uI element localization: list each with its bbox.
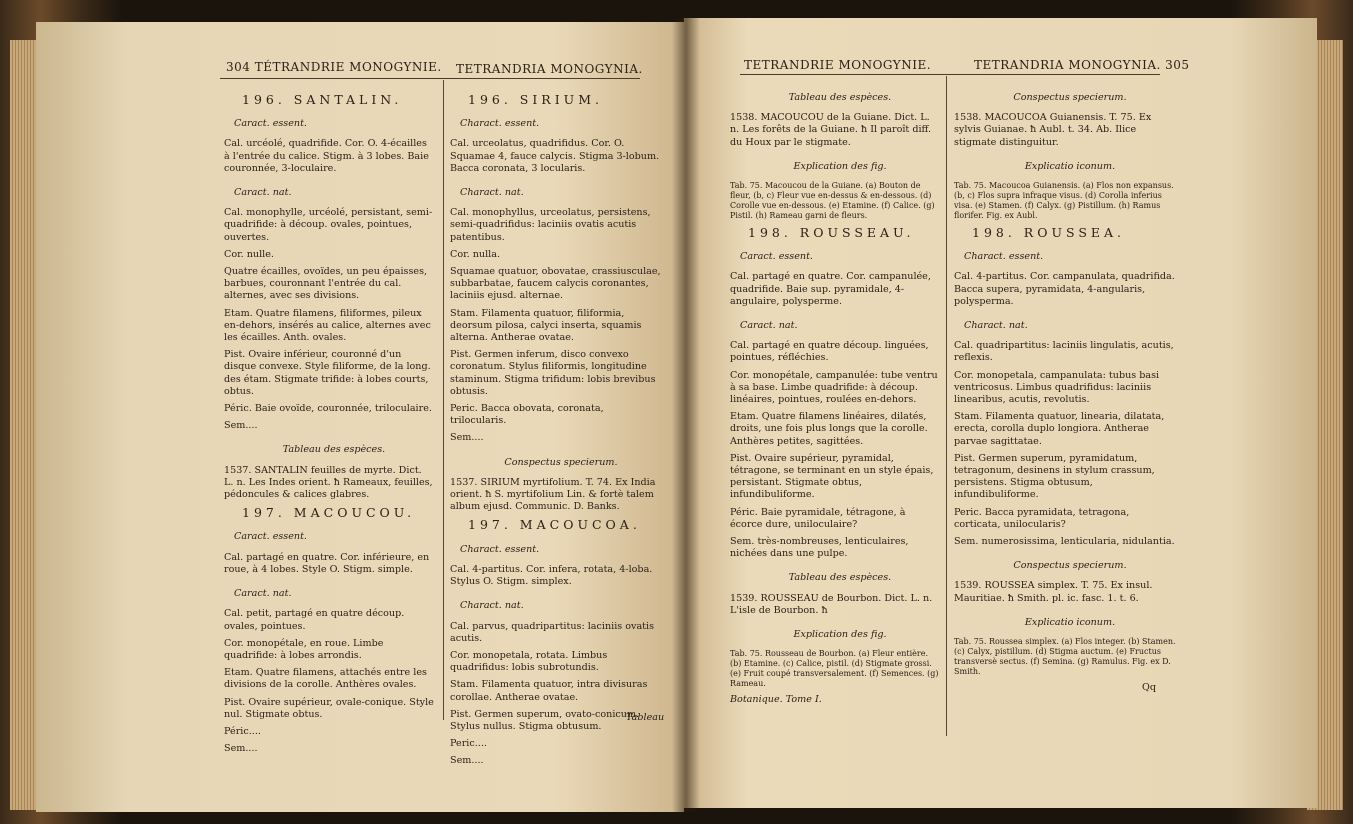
genus-title: 196. SANTALIN. [242, 92, 403, 107]
left-page-number: 304 [226, 60, 251, 74]
figure-explanation: Tab. 75. Rousseau de Bourbon. (a) Fleur entière. (b) Etamine. (c) Calice, pistil. (d) Stigmate grossi. (e) Fruit coupé transversalement. (f) Semences. (g) Rameau. [730, 649, 939, 689]
species-entry: 1539. ROUSSEAU de Bourbon. Dict. L. n. L'isle de Bourbon. ħ [730, 592, 933, 616]
column-divider [946, 76, 947, 736]
species-entry: 1538. MACOUCOA Guianensis. T. 75. Ex sylvis Guianae. ħ Aubl. t. 34. Ab. Ilice stigmate distinguitur. [954, 112, 1152, 148]
latin-column: 196. SIRIUM. Charact. essent. Cal. urceolatus, quadrifidus. Cor. O. Squamae 4, fauce calycis. Stigma 3-lobum. Bacca coronata, 3 locularis. Charact. nat. Cal. monophyllus, urceolatus, persistens, semi-quadrifidus: laciniis ovatis acutis patentibus. Cor. nulla. Squamae quatuor, obovatae, crassiusculae, subbarbatae, faucem calycis coronantes, laciniis ejusd. alternae. Stam. Filamenta quatuor, filiformia, deorsum pilosa, calyci inserta, squamis alterna. Antherae ovatae. Pist. Germen inferum, disco convexo coronatum. Stylus filiformis, longitudine staminum. Stigma trifidum: lobis brevibus obtusis. Peric. Bacca obovata, coronata, trilocularis. Sem.... Conspectus specierum. 1537. SIRIUM myrtifolium. T. 74. Ex India orient. ħ S. myrtifolium Lin. & fortè talem album ejusd. Communic. D. Banks. 197. MACOUCOA. Charact. essent. Cal. 4-partitus. Cor. infera, rotata, 4-loba. Stylus O. Stigm. simplex. Charact. nat. Cal. parvus, quadripartitus: laciniis ovatis acutis. Cor. monopetala, rotata. Limbus quadrifidus: lobis subrotundis. Stam. Filamenta quatuor, intra divisuras corollae. Antherae ovatae. Pist. Germen superum, ovato-conicum. Stylus nullus. Stigma obtusum. Peric.... Sem.... [450, 92, 661, 767]
species-entry: 1537. SANTALIN feuilles de myrte. Dict. L. n. Les Indes orient. ħ Rameaux, feuilles, pédoncules & calices glabres. [224, 464, 433, 501]
catchword: Tableau [626, 712, 665, 723]
genus-title: 197. MACOUCOA. [468, 517, 641, 533]
column-divider [443, 80, 444, 720]
right-header-fr: TETRANDRIE MONOGYNIE. [744, 58, 932, 72]
figure-explanation: Tab. 75. Roussea simplex. (a) Flos integer. (b) Stamen. (c) Calyx, pistillum. (d) Stigma auctum. (e) Fructus transversè sectus. (f) Semina. (g) Ramulus. Fig. ex D. Smith. [954, 637, 1176, 677]
genus-title: 198. ROUSSEA. [972, 225, 1126, 241]
genus-title: 196. SIRIUM. [468, 92, 603, 107]
species-entry: 1539. ROUSSEA simplex. T. 75. Ex insul. Mauritiae. ħ Smith. pl. ic. fasc. 1. t. 6. [954, 580, 1153, 604]
left-page [36, 22, 684, 812]
french-column: Tableau des espèces. 1538. MACOUCOU de la Guiane. Dict. L. n. Les forêts de la Guiane. ħ Il paroît diff. du Houx par le stigmate. Explication des fig. Tab. 75. Macoucou de la Guiane. (a) Bouton de fleur, (b, c) Fleur vue en-dessus & en-dessous. (d) Corolle vue en-dessous. (e) Etamine. (f) Calice. (g) Pistil. (h) Rameau garni de fleurs. 198. ROUSSEAU. Caract. essent. Cal. partagé en quatre. Cor. campanulée, quadrifide. Baie sup. pyramidale, 4-angulaire, polysperme. Caract. nat. Cal. partagé en quatre découp. linguées, pointues, réfléchies. Cor. monopétale, campanulée: tube ventru à sa base. Limbe quadrifide: à découp. linéaires, pointues, roulées en-dehors. Etam. Quatre filamens linéaires, dilatés, droits, une fois plus longs que la corolle. Anthères petites, sagittées. Pist. Ovaire supérieur, pyramidal, tétragone, se terminant en un style épais, persistant. Stigmate obtus, infundibuliforme. Péric. Baie pyramidale, tétragone, à écorce dure, uniloculaire? Sem. très-nombreuses, lenticulaires, nichées dans une pulpe. Tableau des espèces. 1539. ROUSSEAU de Bourbon. Dict. L. n. L'isle de Bourbon. ħ Explication des fig. Tab. 75. Rousseau de Bourbon. (a) Fleur entière. (b) Etamine. (c) Calice, pistil. (d) Stigmate grossi. (e) Fruit coupé transversalement. (f) Semences. (g) Rameau. Botanique. Tome I. [730, 92, 939, 706]
signature-mark: Qq [1141, 682, 1156, 694]
header-rule [740, 74, 1160, 75]
page-footer: Botanique. Tome I. [730, 694, 822, 706]
figure-explanation: Tab. 75. Macoucoa Guianensis. (a) Flos non expansus. (b, c) Flos supra infraque visus. (d) Corolla inferius visa. (e) Stamen. (f) Calyx. (g) Pistillum. (h) Ramus florifer. Fig. ex Aubl. [954, 181, 1174, 221]
species-entry: 1538. MACOUCOU de la Guiane. Dict. L. n. Les forêts de la Guiane. ħ Il paroît diff. du Houx par le stigmate. [730, 112, 932, 148]
right-page-number: 305 [1165, 58, 1190, 72]
genus-title: 197. MACOUCOU. [242, 505, 416, 521]
figure-explanation: Tab. 75. Macoucou de la Guiane. (a) Bouton de fleur, (b, c) Fleur vue en-dessus & en-dessous. (d) Corolle vue en-dessous. (e) Etamine. (f) Calice. (g) Pistil. (h) Rameau garni de fleurs. [730, 181, 935, 221]
book-gutter [672, 18, 700, 812]
left-header-fr: 304 TÉTRANDRIE MONOGYNIE. [226, 60, 442, 74]
french-column: 196. SANTALIN. Caract. essent. Cal. urcéolé, quadrifide. Cor. O. 4-écailles à l'entrée du calice. Stigm. à 3 lobes. Baie couronnée, 3-loculaire. Caract. nat. Cal. monophylle, urcéolé, persistant, semi-quadrifide: à découp. ovales, pointues, ouvertes. Cor. nulle. Quatre écailles, ovoïdes, un peu épaisses, barbues, couronnant l'entrée du cal. alternes, avec ses divisions. Etam. Quatre filamens, filiformes, pileux en-dehors, insérés au calice, alternes avec les écailles. Anth. ovales. Pist. Ovaire inférieur, couronné d'un disque convexe. Style filiforme, de la long. des étam. Stigmate trifide: à lobes courts, obtus. Péric. Baie ovoïde, couronnée, triloculaire. Sem.... Tableau des espèces. 1537. SANTALIN feuilles de myrte. Dict. L. n. Les Indes orient. ħ Rameaux, feuilles, pédoncules & calices glabres. 197. MACOUCOU. Caract. essent. Cal. partagé en quatre. Cor. inférieure, en roue, à 4 lobes. Style O. Stigm. simple. Caract. nat. Cal. petit, partagé en quatre découp. ovales, pointues. Cor. monopétale, en roue. Limbe quadrifide: à lobes arrondis. Etam. Quatre filamens, attachés entre les divisions de la corolle. Anthères ovales. Pist. Ovaire supérieur, ovale-conique. Style nul. Stigmate obtus. Péric.... Sem.... [224, 92, 434, 755]
genus-title: 198. ROUSSEAU. [748, 225, 915, 241]
header-rule [220, 78, 640, 79]
species-entry: 1537. SIRIUM myrtifolium. T. 74. Ex India orient. ħ S. myrtifolium Lin. & fortè talem album ejusd. Communic. D. Banks. [450, 476, 656, 513]
right-header-la: TETRANDRIA MONOGYNIA. 305 [974, 58, 1190, 72]
right-page [684, 18, 1317, 808]
latin-column: Conspectus specierum. 1538. MACOUCOA Guianensis. T. 75. Ex sylvis Guianae. ħ Aubl. t. 34. Ab. Ilice stigmate distinguitur. Explicatio iconum. Tab. 75. Macoucoa Guianensis. (a) Flos non expansus. (b, c) Flos supra infraque visus. (d) Corolla inferius visa. (e) Stamen. (f) Calyx. (g) Pistillum. (h) Ramus florifer. Fig. ex Aubl. 198. ROUSSEA. Charact. essent. Cal. 4-partitus. Cor. campanulata, quadrifida. Bacca supera, pyramidata, 4-angularis, polysperma. Charact. nat. Cal. quadripartitus: laciniis lingulatis, acutis, reflexis. Cor. monopetala, campanulata: tubus basi ventricosus. Limbus quadrifidus: laciniis linearibus, acutis, revolutis. Stam. Filamenta quatuor, linearia, dilatata, erecta, corolla duplo longiora. Antherae parvae sagittatae. Pist. Germen superum, pyramidatum, tetragonum, desinens in stylum crassum, persistens. Stigma obtusum, infundibuliforme. Peric. Bacca pyramidata, tetragona, corticata, unilocularis? Sem. numerosissima, lenticularia, nidulantia. Conspectus specierum. 1539. ROUSSEA simplex. T. 75. Ex insul. Mauritiae. ħ Smith. pl. ic. fasc. 1. t. 6. Explicatio iconum. Tab. 75. Roussea simplex. (a) Flos integer. (b) Stamen. (c) Calyx, pistillum. (d) Stigma auctum. (e) Fructus transversè sectus. (f) Semina. (g) Ramulus. Fig. ex D. Smith. Qq [954, 92, 1176, 694]
left-page-edges [10, 40, 36, 810]
left-header-la: TETRANDRIA MONOGYNIA. [456, 62, 643, 76]
